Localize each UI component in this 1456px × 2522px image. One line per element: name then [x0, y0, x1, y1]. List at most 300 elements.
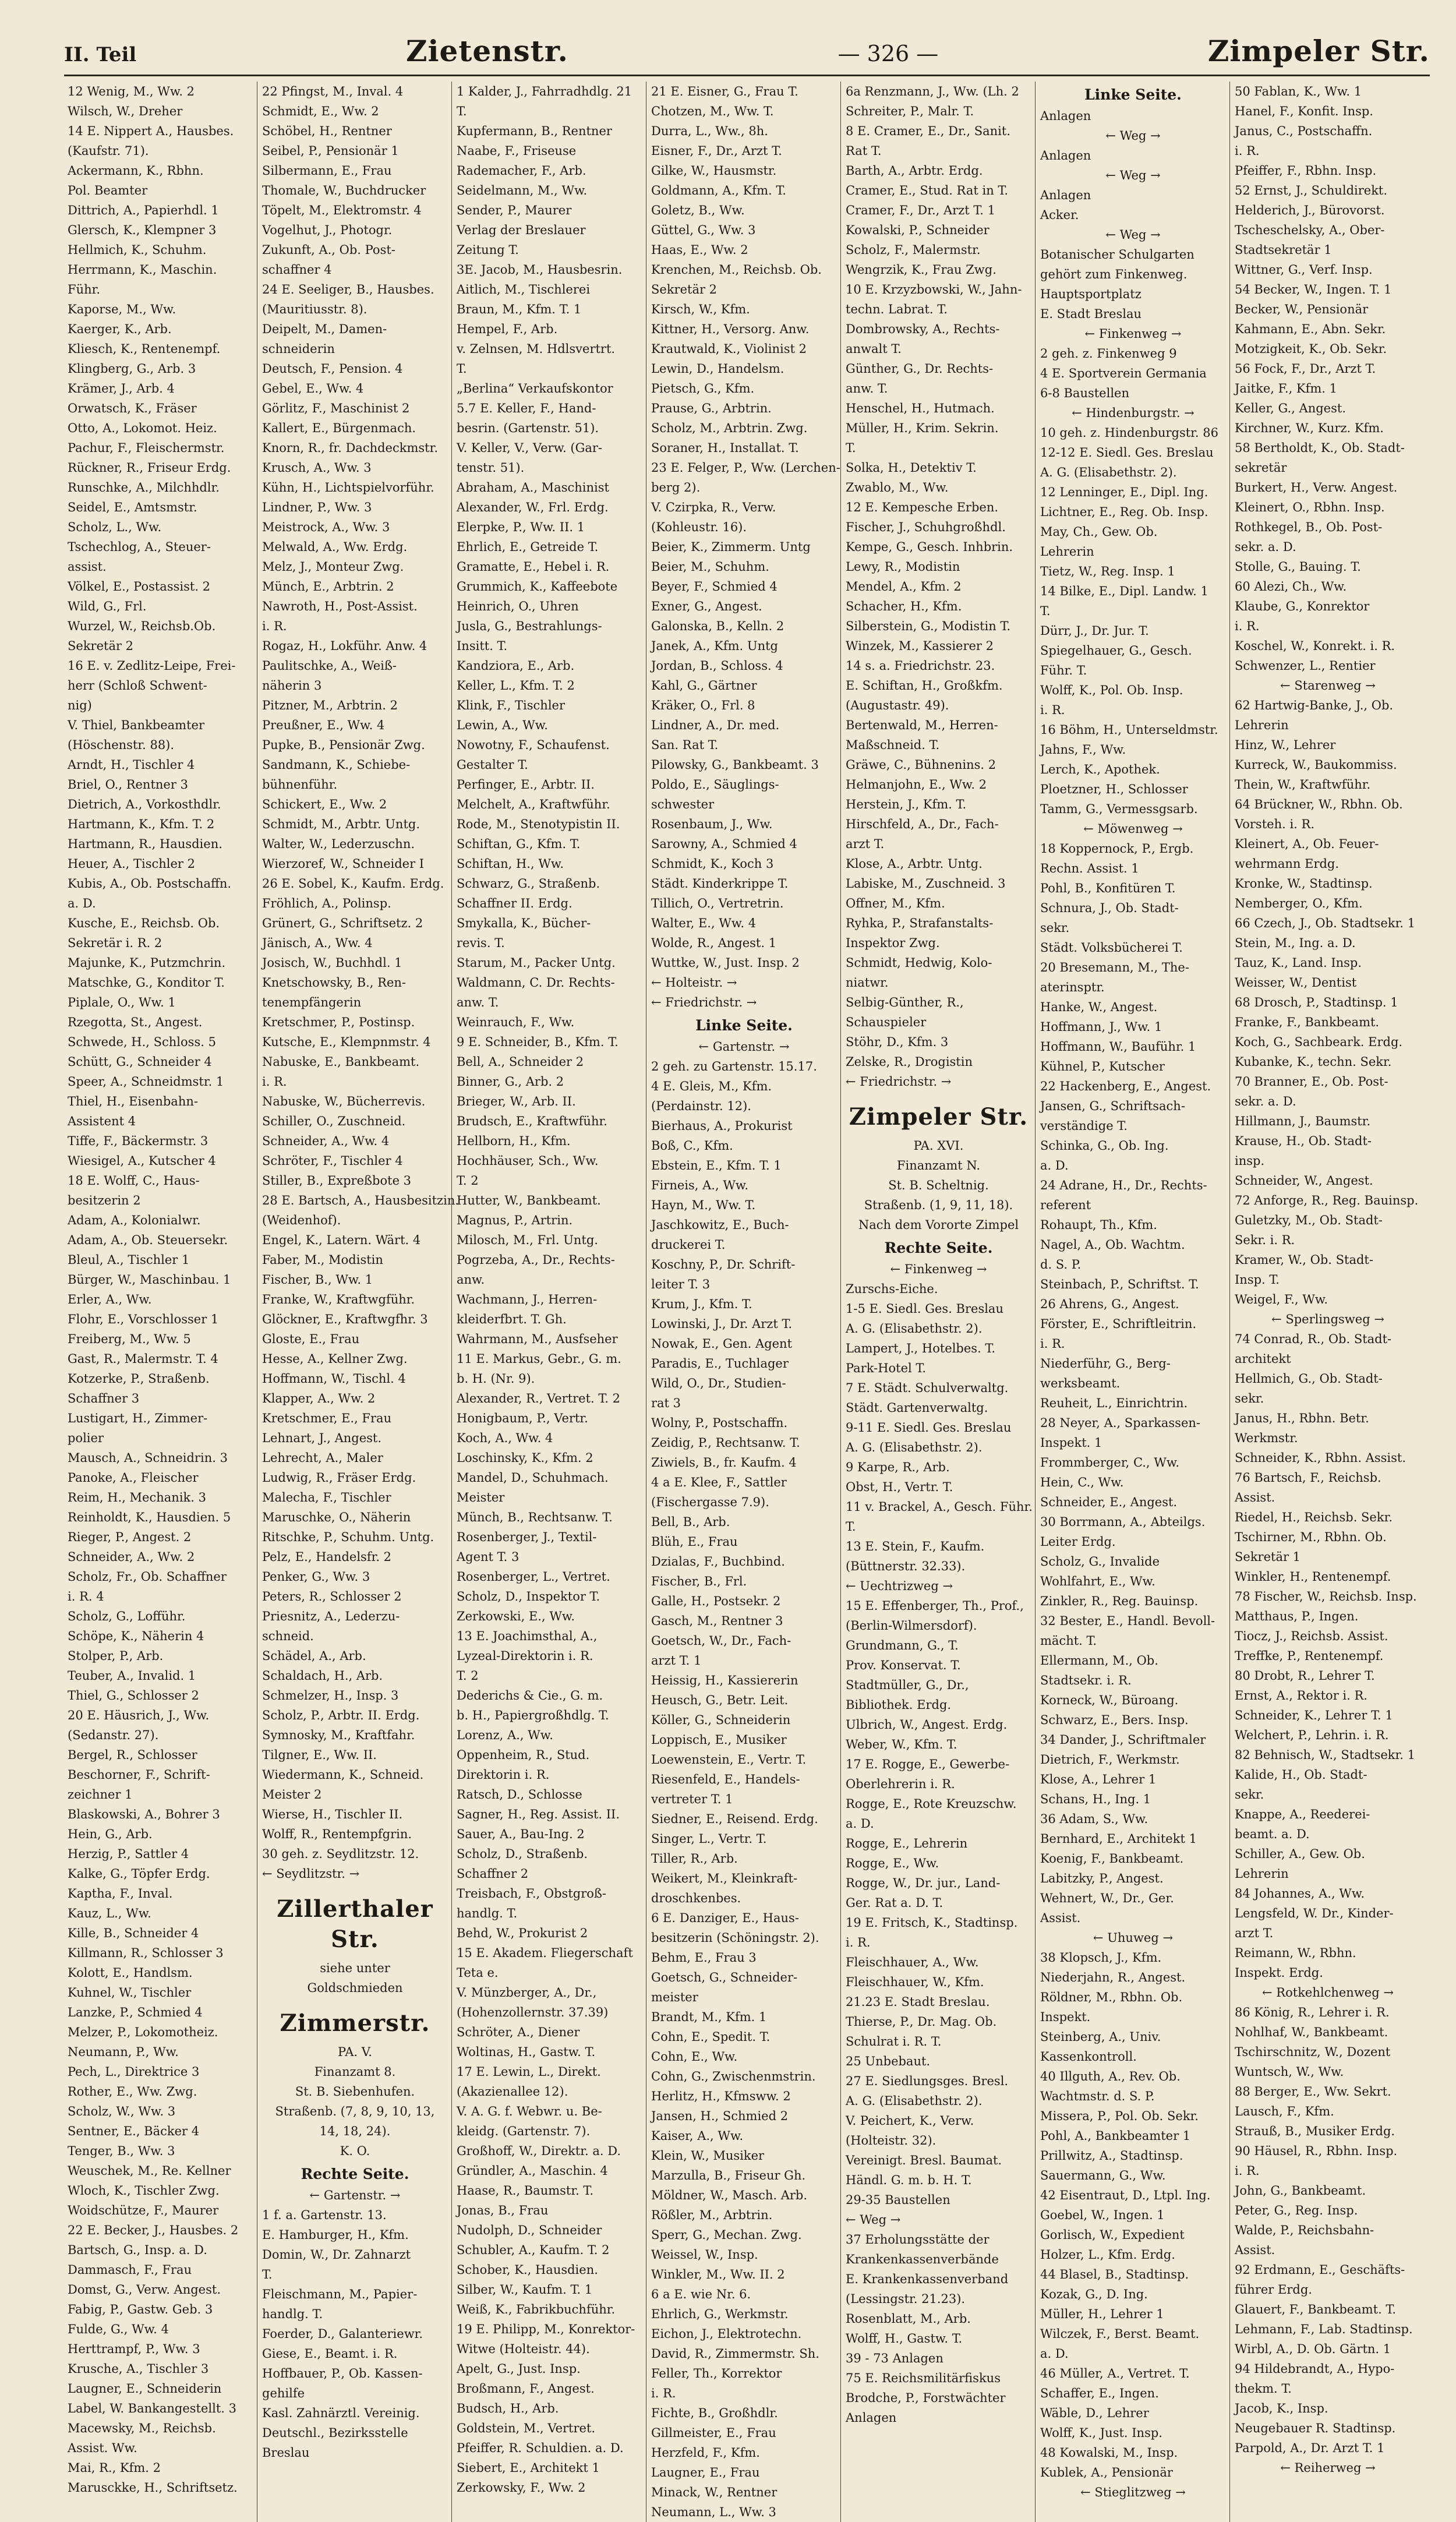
cross-street-line: PA. XVI. [913, 1139, 964, 1153]
street-right-heading: Zimpeler Str. [1207, 34, 1430, 68]
cross-street-line: ← Hindenburgstr. → [1072, 406, 1195, 420]
directory-entry: i. R. [262, 1075, 287, 1089]
directory-entry: Scholz, D., Inspektor T. [457, 1590, 600, 1603]
directory-entry: Lindner, A., Dr. med. [651, 718, 780, 732]
directory-entry: 64 Brückner, W., Rbhn. Ob. [1235, 797, 1403, 811]
directory-entry: Arndt, H., Tischler 4 [68, 758, 195, 772]
directory-entry: Weikert, M., Kleinkraft- [651, 1871, 798, 1885]
directory-entry: tenstr. 51). [457, 461, 525, 475]
directory-entry: Grummich, K., Kaffeebote [457, 580, 618, 594]
directory-entry: Honigbaum, P., Vertr. [457, 1411, 588, 1425]
directory-entry: Jordan, B., Schloss. 4 [651, 659, 783, 673]
directory-entry: Brieger, W., Arb. II. [457, 1094, 576, 1108]
directory-entry: Winkler, H., Rentenempf. [1235, 1570, 1391, 1584]
directory-entry: Breslau [262, 2446, 310, 2460]
directory-entry: Fischer, J., Schuhgroßhdl. [846, 520, 1006, 534]
directory-entry: Wuntsch, W., Ww. [1235, 2065, 1344, 2079]
side-heading: Rechte Seite. [884, 1239, 993, 1256]
directory-entry: d. S. P. [1040, 1258, 1082, 1271]
directory-entry: Ludwig, R., Fräser Erdg. [262, 1471, 416, 1485]
directory-entry: i. R. [1235, 619, 1260, 633]
directory-entry: Schneider, W., Angest. [1235, 1174, 1373, 1188]
directory-entry: i. R. [1235, 144, 1260, 158]
directory-entry: Nowak, E., Gen. Agent [651, 1337, 793, 1351]
directory-entry: Kittner, H., Versorg. Anw. [651, 322, 810, 336]
directory-entry: Schiller, A., Gew. Ob. [1235, 1847, 1365, 1861]
directory-entry: Brodche, P., Forstwächter [846, 2391, 1006, 2405]
directory-entry: arzt T. [846, 837, 885, 851]
directory-entry: Kusche, E., Reichsb. Ob. [68, 916, 220, 930]
directory-entry: Rosenblatt, M., Arb. [846, 2312, 971, 2326]
directory-entry: Giese, E., Beamt. i. R. [262, 2347, 398, 2361]
directory-entry: Kurreck, W., Baukommiss. [1235, 758, 1397, 772]
directory-entry: 52 Ernst, J., Schuldirekt. [1235, 183, 1388, 197]
directory-entry: anwalt T. [846, 342, 902, 356]
cross-street-line: ← Weg → [1105, 228, 1161, 242]
directory-entry: Kauz, L., Ww. [68, 1906, 151, 1920]
directory-entry: Dombrowsky, A., Rechts- [846, 322, 1000, 336]
directory-entry: 11 v. Brackel, A., Gesch. Führ. [846, 1500, 1033, 1514]
directory-entry: Förster, E., Schriftleitrin. [1040, 1317, 1197, 1331]
directory-entry: Pfeiffer, F., Rbhn. Insp. [1235, 164, 1377, 178]
directory-entry: 10 E. Krzyzbowski, W., Jahn- [846, 282, 1022, 296]
directory-entry: Reimann, W., Rbhn. [1235, 1946, 1356, 1960]
directory-entry: (Büttnerstr. 32.33). [846, 1559, 966, 1573]
directory-entry: Oppenheim, R., Stud. [457, 1748, 590, 1762]
directory-entry: Dietrich, A., Vorkosthdlr. [68, 797, 221, 811]
directory-entry: Deutsch, F., Pension. 4 [262, 362, 403, 376]
directory-entry: Budsch, H., Arb. [457, 2401, 559, 2415]
directory-entry: Bierhaus, A., Prokurist [651, 1119, 793, 1133]
directory-entry: Knetschowsky, B., Ren- [262, 976, 407, 990]
directory-entry: 9-11 E. Siedl. Ges. Breslau [846, 1421, 1012, 1435]
directory-entry: Obst, H., Vertr. T. [846, 1480, 953, 1494]
directory-entry: Teta e. [457, 1966, 499, 1980]
directory-entry: Scholz, W., Ww. 3 [68, 2104, 176, 2118]
directory-entry: Lehrerin [1235, 1867, 1289, 1881]
directory-entry: Pitzner, M., Arbtrin. 2 [262, 698, 398, 712]
directory-entry: Städt. Gartenverwaltg. [846, 1401, 988, 1415]
directory-entry: T. [846, 441, 856, 455]
directory-entry: Apelt, G., Just. Insp. [457, 2362, 581, 2376]
directory-entry: Lewy, R., Modistin [846, 560, 960, 574]
directory-entry: 6-8 Baustellen [1040, 386, 1129, 400]
directory-entry: Weber, W., Kfm. T. [846, 1737, 957, 1751]
directory-entry: Pogrzeba, A., Dr., Rechts- [457, 1253, 615, 1267]
directory-entry: Anlagen [1040, 188, 1091, 202]
directory-entry: Rother, E., Ww. Zwg. [68, 2085, 197, 2099]
directory-entry: Orwatsch, K., Fräser [68, 401, 197, 415]
directory-entry: Nohlhaf, W., Bankbeamt. [1235, 2025, 1388, 2039]
directory-entry: Nowotny, F., Schaufenst. [457, 738, 610, 752]
directory-entry: Kräker, O., Frl. 8 [651, 698, 755, 712]
directory-entry: 60 Alezi, Ch., Ww. [1235, 580, 1347, 594]
directory-entry: revis. T. [457, 936, 505, 950]
directory-entry: Winkler, M., Ww. II. 2 [651, 2267, 785, 2281]
directory-entry: Briel, O., Rentner 3 [68, 778, 188, 792]
directory-entry: (Höschenstr. 88). [68, 738, 175, 752]
directory-entry: Hellmich, K., Schuhm. [68, 243, 207, 257]
directory-entry: gehilfe [262, 2386, 305, 2400]
directory-entry: Sarowny, A., Schmied 4 [651, 837, 797, 851]
cross-street-line: ← Möwenweg → [1083, 822, 1183, 836]
directory-entry: Wurzel, W., Reichsb.Ob. [68, 619, 216, 633]
directory-entry: Melz, J., Monteur Zwg. [262, 560, 404, 574]
header-rule [64, 75, 1430, 76]
directory-entry: 50 Fablan, K., Ww. 1 [1235, 84, 1362, 98]
cross-street-line: 14, 18, 24). [319, 2124, 391, 2138]
directory-entry: Sagner, H., Reg. Assist. II. [457, 1807, 620, 1821]
directory-entry: Vorsteh. i. R. [1235, 817, 1314, 831]
directory-entry: Dürr, J., Dr. Jur. T. [1040, 624, 1149, 638]
directory-entry: führer Erdg. [1235, 2283, 1312, 2297]
directory-entry: kleiderfbrt. T. Gh. [457, 1312, 567, 1326]
directory-entry: 62 Hartwig-Banke, J., Ob. [1235, 698, 1394, 712]
directory-entry: Töpelt, M., Elektromstr. 4 [262, 203, 422, 217]
directory-entry: (Perdainstr. 12). [651, 1099, 751, 1113]
cross-street-line: ← Weg → [1105, 168, 1161, 182]
directory-entry: Woltinas, H., Gastw. T. [457, 2045, 596, 2059]
directory-entry: 2 geh. z. Finkenweg 9 [1040, 347, 1177, 361]
directory-entry: Stein, M., Ing. a. D. [1235, 936, 1356, 950]
directory-entry: Motzigkeit, K., Ob. Sekr. [1235, 342, 1387, 356]
directory-entry: Feller, Th., Korrektor [651, 2366, 782, 2380]
directory-entry: Piplale, O., Ww. 1 [68, 995, 176, 1009]
directory-entry: Engel, K., Latern. Wärt. 4 [262, 1233, 421, 1247]
directory-entry: Ryhka, P., Strafanstalts- [846, 916, 994, 930]
directory-entry: 20 Bresemann, M., The- [1040, 960, 1189, 974]
directory-entry: Minack, W., Rentner [651, 2485, 778, 2499]
directory-entry: Kuhnel, W., Tischler [68, 1986, 192, 2000]
directory-entry: Melzer, P., Lokomotheiz. [68, 2025, 218, 2039]
directory-entry: E. Stadt Breslau [1040, 307, 1142, 321]
directory-entry: 7 E. Städt. Schulverwaltg. [846, 1381, 1009, 1395]
directory-entry: 25 Unbebaut. [846, 2054, 931, 2068]
directory-entry: Hayn, M., Ww. T. [651, 1198, 756, 1212]
directory-entry: Kramer, W., Ob. Stadt- [1235, 1253, 1373, 1267]
directory-entry: Killmann, R., Schlosser 3 [68, 1946, 224, 1960]
directory-entry: Wloch, K., Tischler Zwg. [68, 2184, 220, 2198]
street-left-heading: Zietenstr. [405, 34, 568, 68]
directory-entry: Anlagen [1040, 109, 1091, 123]
directory-entry: Schwarz, G., Straßenb. [457, 877, 600, 891]
directory-entry: Seidelmann, M., Ww. [457, 183, 588, 197]
directory-entry: ← Friedrichstr. → [651, 995, 757, 1009]
directory-entry: Steinbach, P., Schriftst. T. [1040, 1277, 1199, 1291]
directory-entry: Alexander, R., Vertret. T. 2 [457, 1391, 621, 1405]
directory-entry: Gilke, W., Hausmstr. [651, 164, 777, 178]
directory-entry: Behm, E., Frau 3 [651, 1951, 757, 1965]
directory-entry: Sauermann, G., Ww. [1040, 2168, 1166, 2182]
directory-entry: Fleischhauer, A., Ww. [846, 1955, 979, 1969]
directory-entry: assist. [68, 560, 107, 574]
directory-entry: Großhoff, W., Direktr. a. D. [457, 2144, 621, 2158]
street-section-heading: Zillerthaler Str. [277, 1895, 433, 1953]
directory-entry: besitzerin 2 [68, 1193, 141, 1207]
directory-entry: 54 Becker, W., Ingen. T. 1 [1235, 282, 1392, 296]
directory-entry: Dietrich, F., Werkmstr. [1040, 1753, 1180, 1767]
directory-entry: Reuheit, L., Einrichtrin. [1040, 1396, 1188, 1410]
directory-entry: Kallert, E., Bürgenmach. [262, 421, 416, 435]
directory-entry: Krusch, A., Ww. 3 [262, 461, 372, 475]
directory-entry: Lorenz, A., Ww. [457, 1728, 553, 1742]
directory-entry: Wachtmstr. d. S. P. [1040, 2089, 1155, 2103]
directory-entry: A. G. (Elisabethstr. 2). [846, 1322, 983, 1336]
directory-entry: Kowalski, P., Schneider [846, 223, 989, 237]
directory-entry: Jonas, B., Frau [457, 2203, 549, 2217]
directory-entry: Goebel, W., Ingen. 1 [1040, 2208, 1165, 2222]
directory-entry: tenempfängerin [262, 995, 362, 1009]
directory-entry: rat 3 [651, 1396, 681, 1410]
directory-entry: Pietsch, G., Kfm. [651, 382, 755, 395]
directory-entry: Nemberger, O., Kfm. [1235, 896, 1363, 910]
directory-entry: Loewenstein, E., Vertr. T. [651, 1753, 807, 1767]
directory-entry: Fleischmann, M., Papier- [262, 2287, 418, 2301]
directory-entry: Neumann, P., Ww. [68, 2045, 179, 2059]
directory-entry: Herlitz, H., Kfmsww. 2 [651, 2089, 791, 2103]
directory-entry: Klingberg, G., Arb. 3 [68, 362, 196, 376]
directory-entry: Exner, G., Angest. [651, 599, 762, 613]
directory-entry: werksbeamt. [1040, 1376, 1121, 1390]
directory-entry: Lausch, F., Kfm. [1235, 2104, 1334, 2118]
directory-entry: (Lessingstr. 21.23). [846, 2292, 966, 2306]
directory-entry: mächt. T. [1040, 1634, 1097, 1648]
directory-entry: Thiel, H., Eisenbahn- [68, 1094, 198, 1108]
cross-street-line: ← Gartenstr. → [698, 1040, 790, 1054]
directory-entry: Steinberg, A., Univ. [1040, 2030, 1161, 2044]
directory-entry: 1-5 E. Siedl. Ges. Breslau [846, 1302, 1003, 1316]
directory-entry: T. [457, 362, 467, 376]
directory-entry: Glöckner, E., Kraftwgfhr. 3 [262, 1312, 428, 1326]
directory-entry: V. Keller, V., Verw. (Gar- [457, 441, 603, 455]
directory-entry: Völkel, E., Postassist. 2 [68, 580, 211, 594]
directory-entry: Koch, A., Ww. 4 [457, 1431, 553, 1445]
directory-entry: Lehrecht, A., Maler [262, 1451, 383, 1465]
directory-entry: 86 König, R., Lehrer i. R. [1235, 2005, 1390, 2019]
directory-entry: Schütt, G., Schneider 4 [68, 1055, 212, 1069]
directory-entry: Strauß, B., Musiker Erdg. [1235, 2124, 1395, 2138]
directory-entry: Mandel, D., Schuhmach. [457, 1471, 609, 1485]
directory-entry: Adam, A., Kolonialwr. [68, 1213, 201, 1227]
directory-entry: Schmidt, M., Arbtr. Untg. [262, 817, 420, 831]
directory-entry: Zelske, R., Drogistin [846, 1055, 973, 1069]
directory-entry: 30 Borrmann, A., Abteilgs. [1040, 1515, 1206, 1529]
directory-entry: Hellborn, H., Kfm. [457, 1134, 571, 1148]
directory-entry: 2 geh. zu Gartenstr. 15.17. [651, 1059, 817, 1073]
directory-entry: Wachmann, J., Herren- [457, 1292, 598, 1306]
directory-entry: Bergel, R., Schlosser [68, 1748, 197, 1762]
directory-entry: Wolff, K., Just. Insp. [1040, 2426, 1162, 2440]
directory-entry: Deipelt, M., Damen- [262, 322, 387, 336]
directory-entry: Tschechlog, A., Steuer- [68, 540, 211, 554]
cross-street-line: ← Weg → [1105, 129, 1161, 143]
column-2 [259, 82, 460, 2522]
directory-entry: 24 E. Seeliger, B., Hausbes. [262, 282, 434, 296]
directory-entry: 48 Kowalski, M., Insp. [1040, 2446, 1178, 2460]
directory-entry: Niederführ, G., Berg- [1040, 1357, 1171, 1371]
directory-entry: Jusla, G., Bestrahlungs- [457, 619, 602, 633]
directory-entry: Smykalla, K., Bücher- [457, 916, 591, 930]
columns [64, 82, 1430, 2519]
directory-entry: Sekretär i. R. 2 [68, 936, 162, 950]
directory-entry: sekr. [1235, 1788, 1264, 1802]
directory-entry: Fröhlich, A., Polinsp. [262, 896, 391, 910]
directory-entry: Schmidt, Hedwig, Kolo- [846, 956, 992, 970]
directory-entry: Kronke, W., Stadtinsp. [1235, 877, 1373, 891]
directory-entry: Jacob, K., Insp. [1235, 2401, 1328, 2415]
directory-entry: Oberlehrerin i. R. [846, 1777, 955, 1791]
directory-entry: vertreter T. 1 [651, 1792, 733, 1806]
directory-entry: Helmanjohn, E., Ww. 2 [846, 778, 987, 792]
directory-entry: Schaldach, H., Arb. [262, 1669, 383, 1683]
directory-entry: Rogge, E., Lehrerin [846, 1836, 968, 1850]
cross-street-line: K. O. [340, 2144, 370, 2158]
directory-entry: Ackermann, K., Rbhn. [68, 164, 204, 178]
column-6 [1037, 82, 1230, 2522]
directory-entry: Hillmann, J., Baumstr. [1235, 1114, 1371, 1128]
directory-entry: Janus, C., Postschaffn. [1235, 124, 1373, 138]
directory-entry: Klose, A., Lehrer 1 [1040, 1772, 1157, 1786]
directory-entry: Ebstein, E., Kfm. T. 1 [651, 1158, 782, 1172]
directory-entry: Schmelzer, H., Insp. 3 [262, 1689, 399, 1702]
directory-entry: Silber, W., Kaufm. T. 1 [457, 2283, 593, 2297]
directory-entry: 21 E. Eisner, G., Frau T. [651, 84, 798, 98]
column-7 [1231, 82, 1425, 2522]
directory-entry: 16 Böhm, H., Unterseldmstr. [1040, 723, 1218, 737]
directory-entry: Cramer, E., Stud. Rat in T. [846, 183, 1008, 197]
directory-entry: Kleinert, O., Rbhn. Insp. [1235, 500, 1385, 514]
directory-entry: a. D. [1040, 2347, 1069, 2361]
directory-entry: Goldstein, M., Vertret. [457, 2421, 596, 2435]
directory-entry: referent [1040, 1198, 1091, 1212]
directory-entry: Milosch, M., Frl. Untg. [457, 1233, 598, 1247]
directory-entry: 8 E. Cramer, E., Dr., Sanit. [846, 124, 1010, 138]
directory-entry: Herzfeld, F., Kfm. [651, 2446, 760, 2460]
directory-entry: Laugner, E., Frau [651, 2466, 760, 2479]
directory-entry: Nawroth, H., Post-Assist. [262, 599, 418, 613]
directory-entry: Cramer, F., Dr., Arzt T. 1 [846, 203, 995, 217]
directory-entry: V. A. G. f. Webwr. u. Be- [457, 2104, 602, 2118]
directory-entry: Matthaus, P., Ingen. [1235, 1609, 1359, 1623]
directory-entry: Inspekt. 1 [1040, 1436, 1102, 1450]
directory-entry: Schmidt, E., Ww. 2 [262, 104, 379, 118]
directory-entry: a. D. [1040, 1158, 1069, 1172]
directory-entry: Klein, W., Musiker [651, 2149, 765, 2163]
directory-entry: Helderich, J., Bürovorst. [1235, 203, 1385, 217]
directory-entry: Kirsch, W., Kfm. [651, 302, 750, 316]
directory-entry: Niederjahn, R., Angest. [1040, 1970, 1186, 1984]
directory-entry: insp. [1235, 1154, 1265, 1168]
directory-entry: 34 Dander, J., Schriftmaler [1040, 1733, 1206, 1747]
directory-entry: Kaiser, A., Ww. [651, 2129, 744, 2143]
directory-entry: 4 a E. Klee, F., Sattler [651, 1475, 787, 1489]
directory-entry: Scholz, Fr., Ob. Schaffner [68, 1570, 227, 1584]
directory-entry: Wolff, K., Pol. Ob. Insp. [1040, 683, 1183, 697]
directory-entry: Seidel, E., Amtsmstr. [68, 500, 197, 514]
directory-entry: Wierzoref, W., Schneider I [262, 857, 425, 871]
directory-entry: 36 Adam, S., Ww. [1040, 1812, 1148, 1826]
directory-entry: Vogelhut, J., Photogr. [262, 223, 393, 237]
directory-entry: Krenchen, M., Reichsb. Ob. [651, 263, 822, 277]
directory-entry: Beschorner, F., Schrift- [68, 1768, 210, 1782]
directory-entry: Frommberger, C., Ww. [1040, 1456, 1180, 1470]
directory-entry: Lewin, A., Ww. [457, 718, 548, 732]
directory-entry: Fleischhauer, W., Kfm. [846, 1975, 984, 1989]
directory-entry: Agent T. 3 [457, 1550, 520, 1564]
directory-entry: Panoke, A., Fleischer [68, 1471, 199, 1485]
directory-entry: Gast, R., Malermstr. T. 4 [68, 1352, 218, 1366]
directory-entry: Bell, B., Arb. [651, 1515, 730, 1529]
directory-entry: 13 E. Joachimsthal, A., [457, 1629, 598, 1643]
directory-entry: 22 Pfingst, M., Inval. 4 [262, 84, 404, 98]
directory-entry: Hirschfeld, A., Dr., Fach- [846, 817, 999, 831]
directory-entry: Tenger, B., Ww. 3 [68, 2144, 175, 2158]
directory-entry: Müller, H., Krim. Sekrin. [846, 421, 999, 435]
directory-entry: niatwr. [846, 976, 889, 990]
directory-entry: Tamm, G., Vermessgsarb. [1040, 802, 1198, 816]
cross-street-line: Finanzamt 8. [314, 2065, 396, 2079]
directory-entry: Gründler, A., Maschin. 4 [457, 2164, 608, 2178]
directory-entry: Singer, L., Vertr. T. [651, 1832, 767, 1846]
directory-entry: Paradis, E., Tuchlager [651, 1357, 789, 1371]
directory-entry: Rosenberger, L., Vertret. [457, 1570, 610, 1584]
directory-entry: Tiller, R., Arb. [651, 1852, 738, 1866]
directory-entry: 18 E. Wolff, C., Haus- [68, 1174, 200, 1188]
directory-entry: Gillmeister, E., Frau [651, 2426, 776, 2440]
directory-entry: Möldner, W., Masch. Arb. [651, 2188, 808, 2202]
directory-entry: Assist. [1235, 2243, 1275, 2257]
directory-entry: Herrmann, K., Maschin. [68, 263, 217, 277]
directory-entry: Label, W. Bankangestellt. 3 [68, 2401, 237, 2415]
directory-entry: Krämer, J., Arb. 4 [68, 382, 175, 395]
directory-entry: Botanischer Schulgarten [1040, 248, 1195, 262]
directory-entry: Ehrlich, G., Werkmstr. [651, 2307, 789, 2321]
directory-entry: Glersch, K., Klempner 3 [68, 223, 217, 237]
part-label: II. Teil [64, 43, 137, 66]
directory-entry: Goetsch, W., Dr., Fach- [651, 1634, 791, 1648]
directory-entry: Fabig, P., Gastw. Geb. 3 [68, 2302, 213, 2316]
cross-street-line: ← Gartenstr. → [309, 2188, 401, 2202]
directory-entry: Burkert, H., Verw. Angest. [1235, 481, 1398, 494]
directory-entry: 22 E. Becker, J., Hausbes. 2 [68, 2223, 239, 2237]
directory-entry: i. R. [1040, 1337, 1065, 1351]
directory-entry: Pohl, B., Konfitüren T. [1040, 881, 1176, 895]
directory-entry: Perfinger, E., Arbtr. II. [457, 778, 595, 792]
directory-entry: Hoffmann, W., Tischl. 4 [262, 1372, 406, 1386]
directory-entry: Schaffner 2 [457, 1867, 529, 1881]
directory-entry: Otto, A., Lokomot. Heiz. [68, 421, 217, 435]
directory-entry: 26 E. Sobel, K., Kaufm. Erdg. [262, 877, 444, 891]
directory-entry: Schneider, K., Rbhn. Assist. [1235, 1451, 1406, 1465]
directory-entry: Missera, P., Pol. Ob. Sekr. [1040, 2109, 1199, 2123]
directory-entry: Loschinsky, K., Kfm. 2 [457, 1451, 593, 1465]
directory-entry: Zerkowski, E., Ww. [457, 1609, 575, 1623]
directory-entry: handlg. T. [262, 2307, 323, 2321]
directory-entry: „Berlina“ Verkaufskontor [457, 382, 613, 395]
directory-entry: Meistrock, A., Ww. 3 [262, 520, 390, 534]
directory-entry: Melwald, A., Ww. Erdg. [262, 540, 408, 554]
directory-entry: Grundmann, G., T. [846, 1638, 959, 1652]
directory-entry: Weinrauch, F., Ww. [457, 1015, 575, 1029]
directory-entry: Verlag der Breslauer [457, 223, 586, 237]
directory-entry: Tauz, K., Land. Insp. [1235, 956, 1362, 970]
directory-entry: Firneis, A., Ww. [651, 1178, 749, 1192]
page-header [64, 34, 1430, 70]
directory-entry: Kubanke, K., techn. Sekr. [1235, 1055, 1392, 1069]
directory-entry: Heissig, H., Kassiererin [651, 1673, 798, 1687]
directory-entry: Schreiter, P., Malr. T. [846, 104, 974, 118]
directory-entry: 6a Renzmann, J., Ww. (Lh. 2 [846, 84, 1019, 98]
